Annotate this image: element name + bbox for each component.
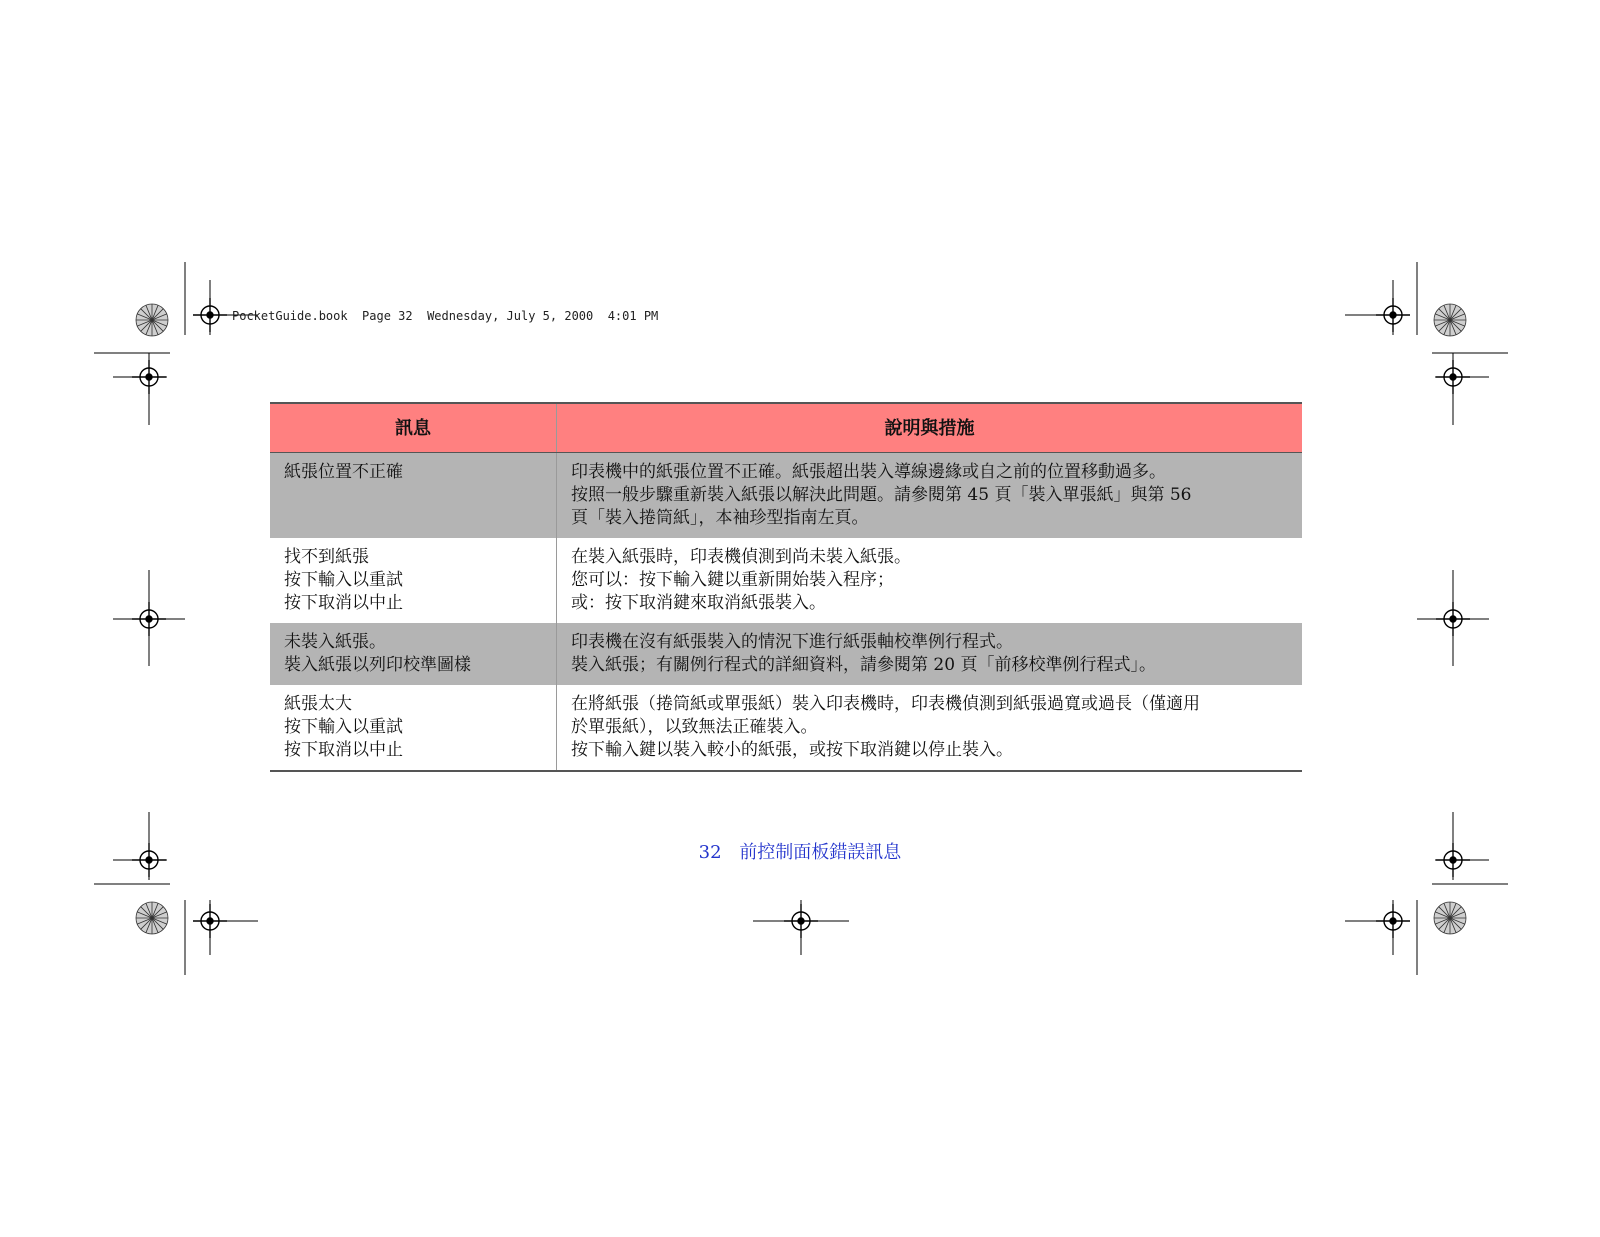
description-line: 按下輸入鍵以裝入較小的紙張，或按下取消鍵以停止裝入。 <box>571 740 1013 760</box>
message-line: 按下取消以中止 <box>284 740 403 760</box>
description-line: 按照一般步驟重新裝入紙張以解決此問題。請參閱第 45 頁「裝入單張紙」與第 56 <box>571 485 1192 505</box>
print-header <box>232 309 658 323</box>
message-line: 未裝入紙張。 <box>284 632 386 652</box>
message-cell <box>270 538 557 623</box>
description-line: 在將紙張（捲筒紙或單張紙）裝入印表機時，印表機偵測到紙張過寬或過長（僅適用 <box>571 694 1200 714</box>
description-line: 印表機中的紙張位置不正確。紙張超出裝入導線邊緣或自之前的位置移動過多。 <box>571 462 1166 482</box>
registration-sunburst-icon <box>136 304 168 336</box>
column-header-message: 訊息 <box>270 403 557 453</box>
table-row <box>270 623 1302 685</box>
description-cell <box>557 685 1303 771</box>
page-number: 32 <box>698 842 722 863</box>
table-row <box>270 685 1302 771</box>
header-file: PocketGuide.book <box>232 309 348 323</box>
message-line: 紙張太大 <box>284 694 352 714</box>
message-line: 按下輸入以重試 <box>284 570 403 590</box>
description-line: 於單張紙），以致無法正確裝入。 <box>571 717 818 737</box>
column-header-description: 說明與措施 <box>557 403 1303 453</box>
message-line: 紙張位置不正確 <box>284 462 403 482</box>
description-line: 您可以：按下輸入鍵以重新開始裝入程序； <box>571 570 894 590</box>
description-line: 裝入紙張；有關例行程式的詳細資料，請參閱第 20 頁「前移校準例行程式」。 <box>571 655 1156 675</box>
description-line: 印表機在沒有紙張裝入的情況下進行紙張軸校準例行程式。 <box>571 632 1013 652</box>
description-cell <box>557 453 1303 539</box>
header-page: Page 32 <box>362 309 413 323</box>
message-line: 找不到紙張 <box>284 547 369 567</box>
description-line: 頁「裝入捲筒紙」，本袖珍型指南左頁。 <box>571 508 869 528</box>
section-title: 前控制面板錯誤訊息 <box>739 842 902 863</box>
description-line: 或：按下取消鍵來取消紙張裝入。 <box>571 593 826 613</box>
message-line: 按下取消以中止 <box>284 593 403 613</box>
error-message-table <box>270 402 1302 772</box>
message-line: 按下輸入以重試 <box>284 717 403 737</box>
description-cell <box>557 538 1303 623</box>
message-line: 裝入紙張以列印校準圖樣 <box>284 655 471 675</box>
table-row <box>270 453 1302 539</box>
description-cell <box>557 623 1303 685</box>
message-cell <box>270 453 557 539</box>
header-date: Wednesday, July 5, 2000 <box>427 309 594 323</box>
message-cell <box>270 685 557 771</box>
description-line: 在裝入紙張時，印表機偵測到尚未裝入紙張。 <box>571 547 911 567</box>
header-time: 4:01 PM <box>607 309 659 323</box>
page-footer <box>0 838 1600 864</box>
table-header-row <box>270 403 1302 453</box>
message-cell <box>270 623 557 685</box>
table-row <box>270 538 1302 623</box>
